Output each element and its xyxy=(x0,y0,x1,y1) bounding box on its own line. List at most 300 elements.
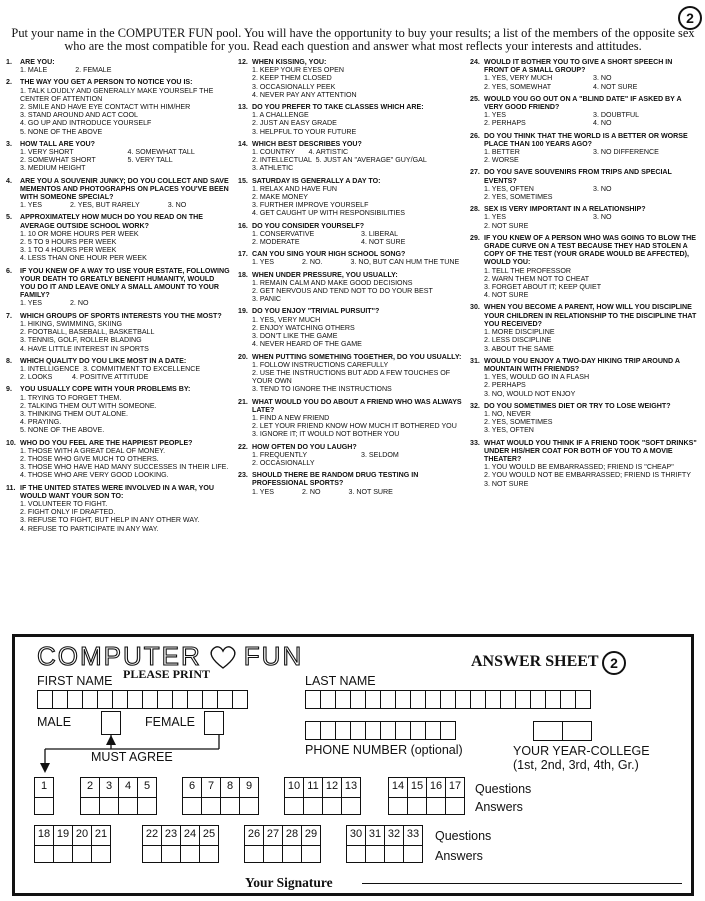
last-name-letter-box[interactable] xyxy=(395,690,411,709)
answer-options xyxy=(6,365,231,381)
answer-option: 1. TALK LOUDLY AND GENERALLY MAKE YOURSELF THE CENTER OF ATTENTION xyxy=(20,86,216,103)
answer-option: 3. NOT SURE xyxy=(484,479,529,488)
answer-option: 2. NO xyxy=(301,487,321,496)
first-name-letter-box[interactable] xyxy=(97,690,113,709)
answer-cell-q11[interactable] xyxy=(303,777,323,815)
first-name-letter-box[interactable] xyxy=(217,690,233,709)
answer-option: 1. A CHALLENGE xyxy=(252,111,309,120)
male-checkbox[interactable] xyxy=(101,711,121,735)
answer-sheet-title: ANSWER SHEET xyxy=(471,653,599,670)
question-text: WHEN KISSING, YOU: xyxy=(252,58,327,66)
answer-cell-q6[interactable] xyxy=(182,777,202,815)
question-text: IF YOU KNEW OF A PERSON WHO WAS GOING TO BLOW THE GRADE CURVE ON A TEST BECAUSE THEY HAD STOLEN A COPY OF THE TEST (YOUR GRADE WOULD BE AFFECTED), WOULD YOU: xyxy=(484,233,697,267)
answer-option: 4. GO UP AND INTRODUCE YOURSELF xyxy=(20,119,152,128)
answer-option: 2. MODERATE xyxy=(252,238,300,247)
answer-option: 1. TRYING TO FORGET THEM. xyxy=(20,393,122,402)
last-name-letter-box[interactable] xyxy=(335,690,351,709)
question-number: 11. xyxy=(6,483,16,492)
question-number: 3. xyxy=(6,139,12,148)
answer-cell-q2[interactable] xyxy=(80,777,100,815)
question-text: WHEN YOU BECOME A PARENT, HOW WILL YOU DISCIPLINE YOUR CHILDREN IN RELATIONSHIP TO THE DISCIPLINE THAT YOU RECEIVED? xyxy=(484,303,697,328)
phone-digit-box[interactable] xyxy=(350,721,366,740)
question-28 xyxy=(470,205,698,230)
answer-group xyxy=(35,825,111,863)
question-16 xyxy=(238,222,466,247)
question-text: WHEN UNDER PRESSURE, YOU USUALLY: xyxy=(252,270,398,279)
answer-option xyxy=(593,222,698,230)
answer-options xyxy=(470,148,698,164)
answer-cell-q15[interactable] xyxy=(407,777,427,815)
answer-options xyxy=(238,361,466,394)
first-name-letter-box[interactable] xyxy=(232,690,248,709)
answer-options xyxy=(6,66,231,74)
answer-option: 5. NONE OF THE ABOVE xyxy=(20,127,103,136)
question-text: IF YOU KNEW OF A WAY TO USE YOUR ESTATE, FOLLOWING YOUR DEATH TO GREATLY BENEFIT HUMANITY, WOULD YOU DO IT AND LEAVE ONLY A SMALL AMOUNT TO YOUR FAMILY? xyxy=(20,266,230,300)
must-agree-label: MUST AGREE xyxy=(91,750,173,764)
last-name-letter-box[interactable] xyxy=(425,690,441,709)
phone-digit-box[interactable] xyxy=(395,721,411,740)
question-number-label: 25 xyxy=(202,828,216,840)
last-name-letter-box[interactable] xyxy=(350,690,366,709)
question-number: 15. xyxy=(238,176,248,185)
question-text: DO YOU SAVE SOUVENIRS FROM TRIPS AND SPECIAL EVENTS? xyxy=(484,168,672,185)
answer-option: 2. JUST AN EASY GRADE xyxy=(252,119,337,128)
answer-cell-q33[interactable] xyxy=(403,825,423,863)
question-number: 18. xyxy=(238,270,248,279)
last-name-letter-box[interactable] xyxy=(365,690,381,709)
answer-option: 4. NOT SURE xyxy=(593,82,638,91)
last-name-letter-box[interactable] xyxy=(305,690,321,709)
answer-cell-q19[interactable] xyxy=(53,825,73,863)
answer-option: 1. YES xyxy=(20,299,42,308)
first-name-letter-box[interactable] xyxy=(67,690,83,709)
answer-option: 1. YES xyxy=(20,201,42,210)
phone-digit-box[interactable] xyxy=(335,721,351,740)
question-6 xyxy=(6,267,231,308)
question-14 xyxy=(238,140,466,173)
question-text: WOULD YOU ENJOY A TWO-DAY HIKING TRIP AROUND A MOUNTAIN WITH FRIENDS? xyxy=(484,356,680,373)
answer-option: 2. YOU WOULD NOT BE EMBARRASSED; FRIEND IS THRIFTY xyxy=(484,471,691,480)
answer-group xyxy=(285,777,361,815)
question-number-label: 6 xyxy=(188,780,196,792)
answer-option: 1. NO, NEVER xyxy=(484,409,531,418)
phone-digit-box[interactable] xyxy=(380,721,396,740)
answer-option: 4. GET CAUGHT UP WITH RESPONSIBILITIES xyxy=(252,209,405,218)
answer-option: 2. THOSE WHO GIVE MUCH TO OTHERS. xyxy=(20,454,159,463)
last-name-letter-box[interactable] xyxy=(380,690,396,709)
first-name-letter-box[interactable] xyxy=(157,690,173,709)
answer-option: 5. NONE OF THE ABOVE. xyxy=(20,426,105,435)
answer-cell-q24[interactable] xyxy=(180,825,200,863)
answer-option: 3. OCCASIONALLY PEEK xyxy=(252,82,336,91)
year-college-label: YOUR YEAR-COLLEGE xyxy=(513,744,650,758)
college-field[interactable] xyxy=(562,721,592,741)
last-name-letter-box[interactable] xyxy=(440,690,456,709)
answer-cell-q23[interactable] xyxy=(161,825,181,863)
answer-cell-q27[interactable] xyxy=(263,825,283,863)
answer-options xyxy=(238,316,466,349)
answer-option: 1. VOLUNTEER TO FIGHT. xyxy=(20,499,108,508)
answer-option: 3. TEND TO IGNORE THE INSTRUCTIONS xyxy=(252,385,392,394)
answer-option: 1. REMAIN CALM AND MAKE GOOD DECISIONS xyxy=(252,278,413,287)
answer-options xyxy=(238,279,466,304)
answer-options xyxy=(470,463,698,488)
question-text: ARE YOU: xyxy=(20,58,55,66)
question-number: 25. xyxy=(470,94,480,103)
question-number-label: 11 xyxy=(307,780,319,792)
last-name-letter-box[interactable] xyxy=(515,690,531,709)
phone-number-label: PHONE NUMBER (optional) xyxy=(305,743,463,757)
last-name-letter-box[interactable] xyxy=(530,690,546,709)
brand-computer-text: COMPUTER xyxy=(37,641,202,671)
answer-cell-q3[interactable] xyxy=(99,777,119,815)
answer-cell-q9[interactable] xyxy=(239,777,259,815)
question-24 xyxy=(470,58,698,91)
answer-options xyxy=(238,258,466,266)
answer-option: 3. FORGET ABOUT IT; KEEP QUIET xyxy=(484,283,602,292)
last-name-letter-box[interactable] xyxy=(575,690,591,709)
answer-option: 3. STAND AROUND AND ACT COOL xyxy=(20,111,138,120)
phone-digit-box[interactable] xyxy=(305,721,321,740)
answer-option: 2. USE THE INSTRUCTIONS BUT ADD A FEW TOUCHES OF YOUR OWN xyxy=(252,368,452,386)
answer-options xyxy=(238,111,466,136)
last-name-letter-box[interactable] xyxy=(500,690,516,709)
question-text: WHO DO YOU FEEL ARE THE HAPPIEST PEOPLE? xyxy=(20,438,193,447)
answer-option: 4. NEVER PAY ANY ATTENTION xyxy=(252,90,357,99)
question-text: SEX IS VERY IMPORTANT IN A RELATIONSHIP? xyxy=(484,205,646,214)
answer-options xyxy=(6,320,231,353)
question-26 xyxy=(470,132,698,165)
first-name-letter-box[interactable] xyxy=(187,690,203,709)
question-number: 16. xyxy=(238,221,248,230)
answer-option: 2. YES, SOMEWHAT xyxy=(484,82,552,91)
answer-options xyxy=(238,230,466,246)
answer-option: 3. TENNIS, GOLF, ROLLER BLADING xyxy=(20,336,142,345)
question-18 xyxy=(238,271,466,304)
answer-cell-q1[interactable] xyxy=(34,777,54,815)
answer-cell-q32[interactable] xyxy=(384,825,404,863)
question-text: CAN YOU SING YOUR HIGH SCHOOL SONG? xyxy=(252,250,406,259)
questions-column-1 xyxy=(6,58,231,537)
answer-group xyxy=(347,825,423,863)
answer-options xyxy=(238,488,466,496)
answer-options xyxy=(238,451,466,467)
answer-option: 3. IGNORE IT; IT WOULD NOT BOTHER YOU xyxy=(252,430,400,439)
answer-option: 3. NO xyxy=(593,213,612,222)
question-number-label: 32 xyxy=(387,828,401,840)
question-text: HOW OFTEN DO YOU LAUGH? xyxy=(252,442,357,451)
answer-cell-q18[interactable] xyxy=(34,825,54,863)
answer-option: 1. CONSERVATIVE xyxy=(252,229,315,238)
question-number: 13. xyxy=(238,103,248,112)
question-number: 4. xyxy=(6,176,12,185)
answer-option: 3. 1 TO 4 HOURS PER WEEK xyxy=(20,246,117,255)
question-number-label: 10 xyxy=(287,780,301,792)
answer-option: 2. KEEP THEM CLOSED xyxy=(252,74,332,83)
question-number: 5. xyxy=(6,213,12,222)
question-number: 14. xyxy=(238,139,248,148)
answer-option: 4. REFUSE TO PARTICIPATE IN ANY WAY. xyxy=(20,524,159,533)
answer-option: 2. YES, SOMETIMES xyxy=(484,418,553,427)
first-name-letter-box[interactable] xyxy=(202,690,218,709)
question-text: WHAT WOULD YOU THINK IF A FRIEND TOOK "SOFT DRINKS" UNDER HIS/HER COAT FOR BOTH OF YOU TO A MOVIE THEATER? xyxy=(484,438,697,463)
answer-cell-q13[interactable] xyxy=(341,777,361,815)
last-name-field[interactable] xyxy=(306,690,591,709)
answers-label-row-1: Answers xyxy=(475,800,523,814)
year-field[interactable] xyxy=(533,721,563,741)
signature-label: Your Signature xyxy=(245,875,333,890)
answer-group xyxy=(35,777,54,815)
answer-option: 1. YES, OFTEN xyxy=(484,184,534,193)
answer-cell-q29[interactable] xyxy=(301,825,321,863)
answer-cell-q10[interactable] xyxy=(284,777,304,815)
answer-option: 2. FEMALE xyxy=(75,66,112,75)
first-name-letter-box[interactable] xyxy=(112,690,128,709)
answer-cell-q8[interactable] xyxy=(220,777,240,815)
question-number-label: 1 xyxy=(40,780,48,792)
first-name-label: FIRST NAME xyxy=(37,674,113,688)
question-number: 22. xyxy=(238,442,248,451)
answer-option: 3. ABOUT THE SAME xyxy=(484,344,554,353)
answer-cell-q30[interactable] xyxy=(346,825,366,863)
first-name-field[interactable] xyxy=(38,690,248,709)
heart-icon xyxy=(208,644,238,670)
question-number-label: 13 xyxy=(344,780,358,792)
answer-option: 3. THINKING THEM OUT ALONE. xyxy=(20,409,129,418)
answer-option: 4. THOSE WHO ARE VERY GOOD LOOKING. xyxy=(20,471,169,480)
last-name-letter-box[interactable] xyxy=(455,690,471,709)
question-number: 31. xyxy=(470,356,480,365)
answer-option: 3. REFUSE TO FIGHT, BUT HELP IN ANY OTHER WAY. xyxy=(20,516,200,525)
first-name-letter-box[interactable] xyxy=(127,690,143,709)
question-number: 12. xyxy=(238,58,248,66)
question-text: WHICH GROUPS OF SPORTS INTERESTS YOU THE MOST? xyxy=(20,311,222,320)
answer-option: 2. LESS DISCIPLINE xyxy=(484,336,552,345)
phone-number-field[interactable] xyxy=(306,721,456,740)
question-1 xyxy=(6,58,231,74)
question-11 xyxy=(6,484,231,533)
answer-option: 2. ENJOY WATCHING OTHERS xyxy=(252,323,355,332)
question-number: 9. xyxy=(6,385,12,394)
question-number-label: 4 xyxy=(124,780,132,792)
question-text: APPROXIMATELY HOW MUCH DO YOU READ ON THE AVERAGE OUTSIDE SCHOOL WORK? xyxy=(20,213,204,230)
answer-options xyxy=(470,267,698,300)
phone-digit-box[interactable] xyxy=(410,721,426,740)
question-number-label: 9 xyxy=(245,780,253,792)
question-12 xyxy=(238,58,466,99)
question-number: 33. xyxy=(470,438,480,447)
question-number-label: 33 xyxy=(406,828,420,840)
last-name-letter-box[interactable] xyxy=(545,690,561,709)
answer-cell-q25[interactable] xyxy=(199,825,219,863)
answer-option: 3. NO DIFFERENCE xyxy=(593,148,659,157)
question-text: ARE YOU A SOUVENIR JUNKY; DO YOU COLLECT AND SAVE MEMENTOS AND PHOTOGRAPHS ON PLACES YOU'VE BEEN WITH SOMEONE SPECIAL? xyxy=(20,176,229,202)
answer-option: 1. YES xyxy=(252,258,274,267)
intro-text: Put your name in the COMPUTER FUN pool. You will have the opportunity to buy your results; a list of the members of the opposite sex who are the most compatible for you. Read each question and answer what most reflects your interests and attitudes. xyxy=(11,26,695,53)
answer-option: 3. NO xyxy=(167,201,187,210)
answer-option: 3. DOUBTFUL xyxy=(593,111,640,120)
phone-digit-box[interactable] xyxy=(365,721,381,740)
question-text: WHEN PUTTING SOMETHING TOGETHER, DO YOU USUALLY: xyxy=(252,352,462,361)
question-27 xyxy=(470,168,698,201)
answer-option: 3. LIBERAL xyxy=(361,229,399,238)
answer-cell-q16[interactable] xyxy=(426,777,446,815)
question-17 xyxy=(238,250,466,266)
answer-option: 2. FOOTBALL, BASEBALL, BASKETBALL xyxy=(20,328,155,337)
answer-option: 4. NEVER HEARD OF THE GAME xyxy=(252,340,362,349)
year-options-label: (1st, 2nd, 3rd, 4th, Gr.) xyxy=(513,758,639,772)
last-name-letter-box[interactable] xyxy=(470,690,486,709)
question-text: IF THE UNITED STATES WERE INVOLVED IN A WAR, YOU WOULD WANT YOUR SON TO: xyxy=(20,483,215,500)
answer-option: 1. TELL THE PROFESSOR xyxy=(484,266,571,275)
phone-digit-box[interactable] xyxy=(320,721,336,740)
answer-options xyxy=(238,148,466,173)
answer-options xyxy=(470,111,698,127)
question-9 xyxy=(6,385,231,434)
question-text: THE WAY YOU GET A PERSON TO NOTICE YOU IS: xyxy=(20,78,193,87)
question-number: 1. xyxy=(6,58,12,66)
question-number: 17. xyxy=(238,250,248,259)
question-number: 7. xyxy=(6,311,12,320)
question-text: WOULD YOU GO OUT ON A "BLIND DATE" IF ASKED BY A VERY GOOD FRIEND? xyxy=(484,94,682,112)
question-text: DO YOU THINK THAT THE WORLD IS A BETTER OR WORSE PLACE THAN 100 YEARS AGO? xyxy=(484,131,688,148)
answer-option: 2. INTELLECTUAL 5. JUST AN "AVERAGE" GUY/GAL xyxy=(252,156,427,165)
answer-cell-q20[interactable] xyxy=(72,825,92,863)
answer-option xyxy=(128,164,232,172)
question-21 xyxy=(238,398,466,439)
answer-option: 2. SOMEWHAT SHORT xyxy=(20,156,96,165)
question-text: DO YOU SOMETIMES DIET OR TRY TO LOSE WEIGHT? xyxy=(484,401,671,410)
answer-option: 1. 10 OR MORE HOURS PER WEEK xyxy=(20,229,139,238)
phone-digit-box[interactable] xyxy=(440,721,456,740)
answer-cell-q5[interactable] xyxy=(137,777,157,815)
answer-option xyxy=(593,193,698,201)
answer-options xyxy=(6,87,231,136)
answer-option: 1. BETTER xyxy=(484,148,520,157)
answer-options xyxy=(6,394,231,435)
question-number-label: 2 xyxy=(86,780,94,792)
answer-option: 2. NO. xyxy=(301,258,323,267)
page-number-badge: 2 xyxy=(678,6,702,30)
first-name-letter-box[interactable] xyxy=(52,690,68,709)
phone-digit-box[interactable] xyxy=(425,721,441,740)
answer-cell-q26[interactable] xyxy=(244,825,264,863)
answer-cell-q21[interactable] xyxy=(91,825,111,863)
question-13 xyxy=(238,103,466,136)
question-30 xyxy=(470,303,698,352)
question-number-label: 23 xyxy=(164,828,178,840)
answer-cell-q31[interactable] xyxy=(365,825,385,863)
last-name-letter-box[interactable] xyxy=(410,690,426,709)
question-number-label: 19 xyxy=(56,828,70,840)
question-19 xyxy=(238,307,466,348)
question-text: SATURDAY IS GENERALLY A DAY TO: xyxy=(252,176,381,185)
question-number-label: 7 xyxy=(207,780,215,792)
brand-fun-text: FUN xyxy=(243,641,304,671)
first-name-letter-box[interactable] xyxy=(142,690,158,709)
question-text: YOU USUALLY COPE WITH YOUR PROBLEMS BY: xyxy=(20,385,191,394)
answer-options xyxy=(6,299,231,307)
answer-group xyxy=(143,825,219,863)
questions-label-row-1: Questions xyxy=(475,782,532,796)
answer-cell-q12[interactable] xyxy=(322,777,342,815)
question-number-label: 14 xyxy=(391,780,405,792)
answer-cell-q4[interactable] xyxy=(118,777,138,815)
answer-option: 1. YES xyxy=(252,487,274,496)
question-number: 19. xyxy=(238,307,248,316)
question-number: 2. xyxy=(6,78,12,87)
answer-option: 3. YES, OFTEN xyxy=(484,426,534,435)
answer-options xyxy=(6,148,231,173)
answer-cell-q17[interactable] xyxy=(445,777,465,815)
last-name-letter-box[interactable] xyxy=(485,690,501,709)
question-29 xyxy=(470,234,698,300)
question-number-label: 16 xyxy=(429,780,443,792)
answer-option: 4. LESS THAN ONE HOUR PER WEEK xyxy=(20,254,147,263)
answer-option: 1. INTELLIGENCE 3. COMMITMENT TO EXCELLENCE xyxy=(20,364,201,373)
question-7 xyxy=(6,312,231,353)
questions-column-2 xyxy=(238,58,466,500)
answer-cell-q14[interactable] xyxy=(388,777,408,815)
question-text: WHICH QUALITY DO YOU LIKE MOST IN A DATE: xyxy=(20,356,187,365)
female-checkbox[interactable] xyxy=(204,711,224,735)
answer-options xyxy=(470,328,698,353)
answer-option: 1. YES, WOULD GO IN A FLASH xyxy=(484,373,590,382)
first-name-letter-box[interactable] xyxy=(172,690,188,709)
answer-options xyxy=(6,447,231,480)
answer-sheet-number-badge: 2 xyxy=(602,651,626,675)
question-number: 27. xyxy=(470,168,480,177)
question-number-label: 24 xyxy=(183,828,197,840)
answer-option: 1. COUNTRY 4. ARTISTIC xyxy=(252,148,349,157)
question-number-label: 28 xyxy=(285,828,299,840)
answer-option: 2. WARN THEM NOT TO CHEAT xyxy=(484,274,590,283)
female-label: FEMALE xyxy=(145,715,196,729)
first-name-letter-box[interactable] xyxy=(82,690,98,709)
answer-option: 1. YES xyxy=(484,111,506,120)
answer-options xyxy=(238,185,466,218)
question-25 xyxy=(470,95,698,128)
answer-cell-q28[interactable] xyxy=(282,825,302,863)
first-name-letter-box[interactable] xyxy=(37,690,53,709)
question-2 xyxy=(6,78,231,135)
signature-field[interactable] xyxy=(362,883,682,884)
question-number: 32. xyxy=(470,401,480,410)
answer-option: 4. PRAYING. xyxy=(20,418,62,427)
answer-option: 2. MAKE MONEY xyxy=(252,193,308,202)
answer-options xyxy=(470,213,698,229)
question-number-label: 5 xyxy=(143,780,151,792)
question-number: 26. xyxy=(470,131,480,140)
last-name-letter-box[interactable] xyxy=(560,690,576,709)
question-number: 10. xyxy=(6,438,16,447)
answer-option: 4. NOT SURE xyxy=(361,238,406,247)
question-15 xyxy=(238,177,466,218)
question-number-label: 8 xyxy=(226,780,234,792)
answer-cell-q22[interactable] xyxy=(142,825,162,863)
answer-options xyxy=(6,230,231,263)
answer-option: 1. FREQUENTLY xyxy=(252,450,308,459)
last-name-letter-box[interactable] xyxy=(320,690,336,709)
answer-options xyxy=(470,74,698,90)
question-number-label: 27 xyxy=(266,828,280,840)
answer-option: 2. NO xyxy=(69,299,89,308)
question-4 xyxy=(6,177,231,210)
answer-option xyxy=(361,459,466,467)
answer-option: 3. DON'T LIKE THE GAME xyxy=(252,332,338,341)
question-number-label: 3 xyxy=(105,780,113,792)
answer-cell-q7[interactable] xyxy=(201,777,221,815)
